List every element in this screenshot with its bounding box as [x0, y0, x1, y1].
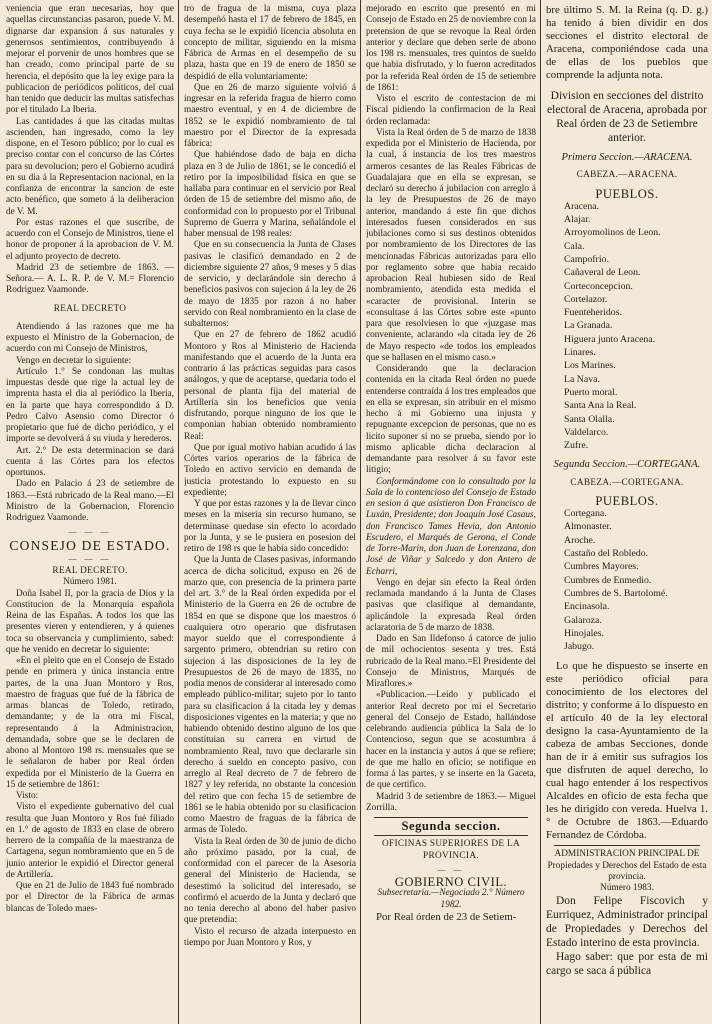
pueblo-item: La Nava.	[564, 373, 600, 385]
number-heading: Número 1981.	[63, 577, 117, 588]
column-1	[6, 4, 174, 1022]
pueblo-item: Fuenteheridos.	[564, 307, 622, 319]
paragraph: Visto el expediente gubernativo del cual resulta que Juan Montoro y Ros fué filiado en 1.° de agosto de 1833 en clase de obrero herrero de la compañía de la maestranza de Cartagena, segun nombramiento que en 5 de junio anterior le expidió el Director general de Artillería.	[6, 802, 174, 880]
paragraph: Conformándome con lo consultado por la Sala de lo contencioso del Consejo de Estado en sesion á que asistieron Don Francisco de Luxán, Presidente; don Joaquín José Casaus, don Francisco Tames Hevia, don Antonio Escudero, el Marqués de Gerona, el Conde de Torre-Marin, don Juan de Lorenzana, don José de Viñar y Salcedo y don Antero de Echarri,	[366, 476, 536, 577]
pueblo-item: Aroche.	[564, 534, 596, 546]
section-heading: CONSEJO DE ESTADO.	[9, 537, 171, 553]
section-heading: REAL DECRETO	[53, 303, 127, 314]
article: Art. 2.° De esta determinacion se dará cuenta á las Córtes para los efectos oportunos.	[6, 445, 174, 478]
paragraph: Visto:	[16, 791, 39, 801]
column-divider	[540, 0, 541, 1024]
rule	[374, 835, 528, 836]
separator: — — —	[68, 527, 112, 537]
paragraph: Las cantidades á que las citadas multas ascienden, han ingresado, como la ley dispone, en el Tesoro público; por lo cual es preciso contar con el concurso de las Córtes para su devolucion; pero el Gobierno acudirá en su dia á la Representacion nacional, en la confianza de encontrar la sancion de este acto benéfico, que someto á la deliberacion de V. M.	[6, 116, 174, 217]
pueblo-item: Castaño del Robledo.	[564, 548, 649, 560]
pueblo-item: Alajar.	[564, 214, 591, 226]
paragraph: Que por igual motivo habian acudido á las Córtes varios operarios de la fábrica de Toledo en activo servicio en demanda de justicia protestando lo expuesto en su expediente;	[184, 442, 356, 498]
pueblo-item: Cañaveral de Leon.	[564, 267, 641, 279]
section-heading: Segunda seccion.	[401, 819, 501, 833]
separator: — — —	[68, 553, 112, 563]
paragraph: Doña Isabel II, por la gracia de Dios y la Constitucion de la Monarquía española Reina de las Españas. A todos los que las presentes vieren y entendieren, y á quienes toca su observancia y cumplimiento, sabed: que he venido en decretar lo siguiente:	[6, 588, 174, 655]
pueblo-item: Puerto moral.	[564, 386, 618, 398]
column-3	[366, 4, 536, 1022]
pueblo-item: Cortegana.	[564, 508, 607, 520]
subheading: PUEBLOS.	[595, 493, 659, 508]
pueblo-item: La Granada.	[564, 320, 613, 332]
pueblo-item: Santa Olalla.	[564, 413, 615, 425]
column-divider	[178, 0, 179, 1024]
subheading: CABEZA.—CORTEGANA.	[570, 477, 684, 488]
pueblo-item: Aracena.	[564, 200, 600, 212]
paragraph: Vista la Real órden de 5 de marzo de 1838 expedida por el Ministerio de Hacienda, por la cual, á instancia de los tres maestros armeros cesantes de las Reales Fábricas de Guadalajara que en ella se expresan, se declaró su derecho á jubilacion con arreglo á la ley de Presupuestos de 26 de mayo anterior, mandando á este fin que dichos interesados fuesen considerados en sus jubilaciones como si sus destinos obtenidos por nombramiento de los Directores de las mencionadas Fábricas autorizadas para ello por reglamento sobre que habia recaido aprobacion Real hubiesen sido de Real nombramiento, atendida esta medida el «caracter de provisional. Interin se «consultase á las Córtes sobre este «punto para que resolviesen lo que «juzgase mas conveniente, aclarando «la citada ley de 26 de Mayo respecto «de todos los empleados que se hallasen en el mismo caso.»	[366, 127, 536, 363]
column-2	[184, 4, 356, 1022]
paragraph: Que en 21 de Julio de 1843 fué nombrado por el Director de la Fábrica de armas blancas de Toledo maes-	[6, 881, 174, 914]
pueblo-item: Higuera junto Aracena.	[564, 333, 656, 345]
paragraph: Don Felipe Fiscovich y Eurriquez, Administrador principal de Propiedades y Derechos del Estado interino de esta provincia.	[546, 895, 708, 950]
pueblo-item: Linares.	[564, 347, 596, 359]
paragraph: mejorado en escrito que presentó en mi Consejo de Estado en 25 de noviembre con la pretension de que se revoque la Real órden anterior y declare que deben serle de abono los 198 rs. mensuales, tres quintos de sueldo que habia disfrutado, y lo fueron acreditados por la referida Real órden de 15 de setiembre de 1861:	[366, 4, 536, 93]
pueblo-item: Cortelazor.	[564, 293, 608, 305]
pueblo-item: Hinojales.	[564, 627, 604, 639]
pueblo-item: Jabugo.	[564, 641, 595, 653]
paragraph: Vista la Real órden de 30 de junio de dicho año próximo pasado, por la cual, de conformidad con el parecer de la Asesoría general del Ministerio de Hacienda, se desestimó la solicitud del interesado, se confirmó el acuerdo de la Junta y declaró que no tenia derecho al abono del haber pasivo que pretendia:	[184, 836, 356, 926]
pueblo-item: Corteconcepcion.	[564, 280, 633, 292]
number-heading: Número 1983.	[600, 883, 654, 894]
paragraph: Por Real órden de 23 de Setiem-	[376, 910, 517, 923]
paragraph: «Publicacion.—Leido y publicado el anterior Real decreto por mí el Secretario general del Consejo de Estado, hallándose celebrando audiencia pública la Sala de lo Contencioso, segun que se acostumbra á hacer en la instancia y autos á que se refiere; de que me hallo en oficio; se notifique en forma á las partes, y se inserte en la Gaceta, de que certifico.	[366, 690, 536, 791]
pueblo-item: Zufre.	[564, 440, 589, 452]
negociado-line: Subsecretaría.—Negociado 2.° Número 1982.	[377, 888, 525, 910]
column-divider	[360, 0, 361, 1024]
article: Artículo 1.° Se condonan las multas impuestas desde que rige la actual ley de imprenta hasta el dia al periódico la Iberia, en la parte que haya correspondido á D. Pedro Calvo Asensio como Director ó propietario que fué de dicho periódico, y el importe se devolverá á su viuda y herederos.	[6, 366, 174, 445]
paragraph: veniencia que eran necesarias, hoy que aquellas circunstancias pasaron, puede V. M. dignarse dar expansion á sus naturales y generosos sentimientos, contribuyendo á mejorar el porvenir de unos hombres que se han creado, como principal parte de su herencia, el depósito que la ley exige para la publicacion de periódicos políticos, del cual han tenido que deducir las multas satisfechas por el titulado La Iberia.	[6, 4, 174, 116]
pueblos-list	[546, 200, 708, 453]
paragraph: bre último S. M. la Reina (q. D. g.) ha tenido á bien dividir en dos secciones el distrito electoral de Aracena, componiéndose cada una de ellas de los pueblos que comprende la adjunta nota.	[546, 4, 708, 81]
paragraph: Que en 27 de febrero de 1862 acudió Montoro y Ros al Ministerio de Hacienda manifestando que el acuerdo de la Junta era contrario á las prácticas seguidas para casos análogos, y que de aceptarse, quedaria todo el personal de planta fija del material de Artillería sin los beneficios que venia disfrutando, porque ninguno de los que le componian habian obtenido nombramiento Real:	[184, 330, 356, 442]
pueblo-item: Arroyomolinos de Leon.	[564, 227, 661, 239]
subheading: OFICINAS SUPERIORES DE LA PROVINCIA.	[382, 839, 520, 861]
dateline: Dado en Palacio á 23 de setiembre de 1863.—Está rubricado de la Real mano.—El Ministro de la Gobernacion, Florencio Rodriguez Vaamonde.	[6, 479, 174, 523]
pueblos-list	[546, 507, 708, 653]
pueblo-item: Almonaster.	[564, 521, 612, 533]
subheading: CABEZA.—ARACENA.	[576, 170, 678, 181]
dateline: Madrid 3 de setiembre de 1863.— Miguel Zorrilla.	[366, 791, 536, 813]
subheading: GOBIERNO CIVIL.	[394, 875, 508, 889]
pueblo-item: Santa Ana la Real.	[564, 400, 637, 412]
pueblo-item: Encinasola.	[564, 601, 610, 613]
subheading: REAL DECRETO.	[52, 566, 128, 576]
paragraph: Que en su consecuencia la Junta de Clases pasivas le clasificó demandado en 2 de diciembre siguiente 27 años, 9 meses y 5 dias de servicio, y declarándole sin derecho á beneficios pasivos con sujecion á la ley de 26 de mayo de 1835 por razon á no haber servido con Real nombramiento en la clase de subalternos:	[184, 240, 356, 329]
paragraph: Visto el escrito de contestacion de mi Fiscal pidiendo la confirmacion de la Real órden reclamada:	[366, 94, 536, 127]
paragraph: Lo que he dispuesto se inserte en este periódico oficial para conocimiento de los electores del distrito; y conforme á lo dispuesto en el artículo 40 de la ley electoral designo la casa-Ayuntamiento de la cabeza de ambas Secciones, donde han de ir á emitir sus sufragios los que disfruten de aquel derecho, lo cual hago entender á los respectivos Alcaldes en oficio de esta fecha que les he dirigido con vereda. Huelva 1.° de Octubre de 1863.—Eduardo Fernandez de Córdoba.	[546, 660, 708, 842]
section-heading: Division en secciones del distrito electoral de Aracena, aprobada por Real órden de 23 de Setiembre anterior.	[547, 90, 707, 144]
rule	[374, 817, 528, 818]
subheading: Segunda Seccion.—CORTEGANA.	[553, 459, 701, 471]
paragraph: Y que por estas razones y la de llevar cinco meses en la miseria sin recurso humano, se determinase quedase sin efecto lo acordado por la Junta, y se le pusiera en posesion del retiro de 198 rs que le había sido concedido:	[184, 499, 356, 554]
pueblo-item: Cala.	[564, 240, 585, 252]
paragraph: Hago saber: que por esta de mi cargo se saca á pública	[546, 951, 708, 978]
separator: — —	[437, 864, 465, 874]
paragraph: Que la Junta de Clases pasivas, informando acerca de dicha solicitud, expuso en 26 de marzo que, con presencia de la primera parte del art. 3.° de la Real órden expedida por el Ministerio de la Guerra en 26 de octubre de 1854 en que se dispone que los maestros ó cualquiera otro operario que disfrutasen mayor sueldo que el correspondiente á sargento primero, obtendrian su retiro con sujecion á las disposiciones de la ley de Presupuestos de 26 de mayo de 1835, no podia menos de considerar al interesado como empleado público-militar; sujeto por lo tanto para su clasificacion á la citada ley y demas disposiciones vigentes en la materia; y que no habiendo obtenido destino alguno de los que constituian su carrera en virtud de nombramiento Real, tuvo que declararle sin derecho á sueldo en concepto pasivo, con arreglo al Real decreto de 7 de febrero de 1827 y ley referida, no obstante la concesion del retiro que con fecha 15 de setiembre de 1861 se le habia obtenido por su clasificacion como Maestro de fraguas de la fábrica de armas de Toledo.	[184, 555, 356, 836]
pueblo-item: Los Marines.	[564, 360, 616, 372]
dateline: Madrid 23 de setiembre de 1863. —Señora.— A. L. R. P. de V. M.= Florencio Rodriguez Vaamonde.	[6, 262, 174, 296]
pueblo-item: Cumbres Mayores.	[564, 561, 639, 573]
column-4	[546, 4, 708, 1022]
paragraph: Por estas razones el que suscribe, de acuerdo con el Consejo de Ministros, tiene el honor de proponer á la aprobacion de V. M. el adjunto proyecto de decreto.	[6, 217, 174, 262]
section-heading: ADMINISTRACION PRINCIPAL DE Propiedades y Derechos del Estado de esta provincia.	[547, 849, 707, 882]
rule	[554, 845, 700, 846]
subheading: Primera Seccion.—ARACENA.	[561, 152, 693, 163]
paragraph: «En el pleito que en el Consejo de Estado pende en primera y única instancia entre partes, de la una Juan Montoro y Ros, maestro de fraguas que fué de la fábrica de armas blancas de Toledo, retirado, demandante; y de la otra mi Fiscal, representando á la Administracion, demandada, sobre que se le declaren de abono al Montoro 198 rs. mensuales que se le señalaron de haber por Real órden expedida por el Ministerio de la Guerra en 15 de setiembre de 1861:	[6, 656, 174, 790]
paragraph: Dado en San Ildefonso á catorce de julio de mil ochocientos sesenta y tres. Está rubricado de la Real mano.=El Presidente del Consejo de Ministros, Marqués de Miraflores.»	[366, 634, 536, 689]
pueblo-item: Cumbres de S. Bartolomé.	[564, 587, 668, 599]
paragraph: Visto el recurso de alzada interpuesto en tiempo por Juan Montoro y Ros, y	[184, 926, 356, 948]
paragraph: Vengo en decretar lo siguiente:	[16, 355, 132, 366]
pueblo-item: Campofrio.	[564, 253, 609, 265]
pueblo-item: Valdelarco.	[564, 426, 609, 438]
paragraph: Que habiéndose dado de baja en dicha plaza en 3 de Julio de 1861, se le concedió el retiro por la imposibilidad física en que se hallaba para continuar en el servicio por Real órden de 15 de setiembre del mismo año, de conformidad con lo propuesto por el Tribunal Supremo de Guerra y Marina, señalándole el haber mensual de 198 reales:	[184, 150, 356, 239]
pueblo-item: Galaroza.	[564, 614, 602, 626]
pueblo-item: Cumbres de Enmedio.	[564, 574, 652, 586]
paragraph: Considerando que la declaracion contenida en la citada Real órden no puede entenderse contraída á los tres empleados que en ella se expresan, sin atribuir en el mismo hecho á mi Gobierno una injusta y repugnante excepcion de personas, que no es licito suponer si no se prueba, siendo por lo mismo aplicable dicha declaracion al demandante para resolver á su favor este litigio;	[366, 364, 536, 476]
subheading: PUEBLOS.	[595, 186, 659, 201]
paragraph: Atendiendo á las razones que me ha expuesto el Ministro de la Gobernacion, de acuerdo con mi Consejo de Ministros,	[6, 321, 174, 355]
paragraph: Que en 26 de marzo siguiente volvió á ingresar en la referida fragua de hierro como maestro eventual, y en 4 de diciembre de 1852 se le expidió nombramiento de tal maestro por el Director de la expresada fábrica:	[184, 82, 356, 149]
paragraph: Vengo en dejar sin efecto la Real órden reclamada mandando á la Junta de Clases pasivas que clasifique al demandante, aplicándole la expresada Real órden aclaratoria de 5 de marzo de 1838.	[366, 577, 536, 633]
paragraph: tro de fragua de la misma, cuya plaza desempeñó hasta el 17 de febrero de 1845, en cuya fecha se le expidió licencia absoluta en concepto de militar, siguiendo en la misma Fábrica de Armas en el desempeño de su plaza, hasta que en 19 de enero de 1850 se despidió de ella voluntariamente:	[184, 4, 356, 82]
